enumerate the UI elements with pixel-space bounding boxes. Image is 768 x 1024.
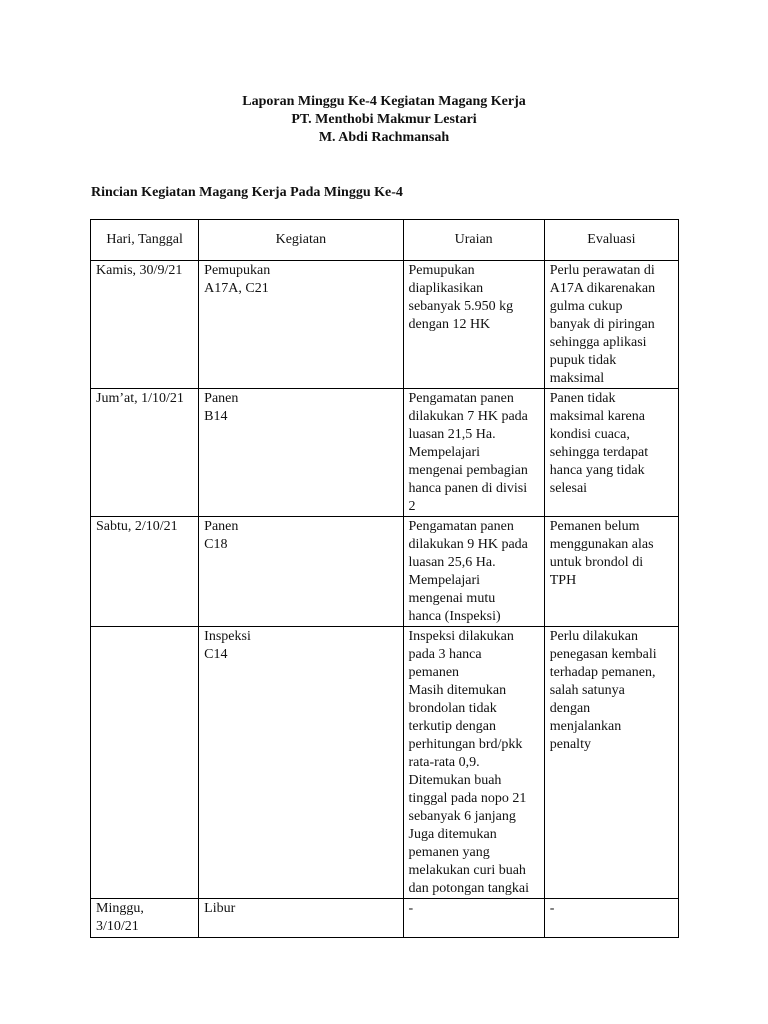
cell-day (91, 627, 199, 899)
cell-line: Sabtu, 2/10/21 (96, 519, 178, 534)
cell-evaluation (544, 517, 678, 627)
cell-line: penegasan kembali (549, 647, 657, 662)
cell-line: Libur (204, 901, 236, 916)
cell-line: Mempelajari (408, 573, 481, 588)
cell-day (91, 389, 199, 517)
cell-description (403, 389, 544, 517)
cell-line: Jum’at, 1/10/21 (96, 391, 184, 406)
document-header (0, 93, 768, 147)
cell-line: sebanyak 5.950 kg (408, 299, 514, 314)
cell-line: menggunakan alas (549, 537, 654, 552)
cell-line: hanca yang tidak (549, 463, 645, 478)
cell-activity (199, 517, 403, 627)
activity-table (90, 219, 679, 938)
table-row (91, 899, 679, 938)
cell-line: dengan 12 HK (408, 317, 491, 332)
cell-line: pupuk tidak (549, 353, 617, 368)
cell-evaluation (544, 389, 678, 517)
cell-description (403, 261, 544, 389)
cell-line: Masih ditemukan (408, 683, 507, 698)
cell-line: perhitungan brd/pkk (408, 737, 523, 752)
cell-line: penalty (549, 737, 591, 752)
cell-line: Pemupukan (408, 263, 475, 278)
cell-activity (199, 261, 403, 389)
column-header-activity: Kegiatan (199, 220, 403, 261)
cell-day (91, 261, 199, 389)
cell-line: dan potongan tangkai (408, 881, 530, 896)
cell-line: Minggu, (96, 901, 144, 916)
cell-line: mengenai pembagian (408, 463, 528, 478)
cell-evaluation (544, 261, 678, 389)
cell-description (403, 517, 544, 627)
table-body (91, 261, 679, 938)
cell-line: banyak di piringan (549, 317, 655, 332)
cell-line: B14 (204, 409, 228, 424)
cell-line: luasan 25,6 Ha. (408, 555, 496, 570)
cell-line: hanca (Inspeksi) (408, 609, 501, 624)
cell-line: - (549, 901, 555, 916)
cell-line: Ditemukan buah (408, 773, 502, 788)
cell-line: Inspeksi dilakukan (408, 629, 514, 644)
cell-line: mengenai mutu (408, 591, 496, 606)
column-header-day: Hari, Tanggal (91, 220, 199, 261)
cell-line: Kamis, 30/9/21 (96, 263, 183, 278)
cell-line: TPH (549, 573, 577, 588)
cell-line: maksimal (549, 371, 605, 386)
cell-line: Pemanen belum (549, 519, 640, 534)
table-row (91, 261, 679, 389)
cell-line: Pemupukan (204, 263, 271, 278)
cell-line: 2 (408, 499, 416, 514)
cell-line: Pengamatan panen (408, 391, 514, 406)
cell-line: C14 (204, 647, 228, 662)
cell-line: A17A dikarenakan (549, 281, 656, 296)
cell-line: untuk brondol di (549, 555, 644, 570)
cell-line: Pengamatan panen (408, 519, 514, 534)
column-header-description: Uraian (403, 220, 544, 261)
cell-activity (199, 627, 403, 899)
company-name: PT. Menthobi Makmur Lestari (291, 112, 477, 127)
cell-description (403, 627, 544, 899)
cell-evaluation (544, 627, 678, 899)
cell-day (91, 517, 199, 627)
column-header-evaluation: Evaluasi (544, 220, 678, 261)
cell-line: - (408, 901, 414, 916)
table-row (91, 389, 679, 517)
cell-line: 3/10/21 (96, 919, 139, 934)
cell-line: salah satunya (549, 683, 625, 698)
cell-line: hanca panen di divisi (408, 481, 528, 496)
cell-line: dengan (549, 701, 591, 716)
cell-line: gulma cukup (549, 299, 623, 314)
cell-line: Mempelajari (408, 445, 481, 460)
section-title: Rincian Kegiatan Magang Kerja Pada Minggu Ke-4 (91, 185, 403, 200)
report-title: Laporan Minggu Ke-4 Kegiatan Magang Kerja (242, 94, 526, 109)
cell-line: terkutip dengan (408, 719, 496, 734)
cell-line: A17A, C21 (204, 281, 269, 296)
cell-line: C18 (204, 537, 228, 552)
cell-evaluation (544, 899, 678, 938)
cell-line: Panen (204, 519, 239, 534)
table-header-row (91, 220, 679, 261)
cell-line: diaplikasikan (408, 281, 484, 296)
cell-line: maksimal karena (549, 409, 645, 424)
cell-line: melakukan curi buah (408, 863, 526, 878)
cell-activity (199, 389, 403, 517)
cell-line: Juga ditemukan (408, 827, 497, 842)
cell-line: sehingga aplikasi (549, 335, 647, 350)
cell-day (91, 899, 199, 938)
cell-line: sehingga terdapat (549, 445, 649, 460)
cell-line: Perlu dilakukan (549, 629, 639, 644)
table-row (91, 627, 679, 899)
cell-line: dilakukan 9 HK pada (408, 537, 528, 552)
table-row (91, 517, 679, 627)
cell-line: rata-rata 0,9. (408, 755, 480, 770)
cell-line: pada 3 hanca (408, 647, 482, 662)
cell-line: sebanyak 6 janjang (408, 809, 516, 824)
cell-line: Panen tidak (549, 391, 616, 406)
cell-line: Panen (204, 391, 239, 406)
cell-line: dilakukan 7 HK pada (408, 409, 528, 424)
cell-activity (199, 899, 403, 938)
cell-line: kondisi cuaca, (549, 427, 630, 442)
cell-line: Inspeksi (204, 629, 251, 644)
cell-line: menjalankan (549, 719, 622, 734)
cell-line: selesai (549, 481, 588, 496)
cell-line: terhadap pemanen, (549, 665, 656, 680)
author-name: M. Abdi Rachmansah (318, 130, 450, 145)
cell-line: tinggal pada nopo 21 (408, 791, 527, 806)
cell-line: Perlu perawatan di (549, 263, 655, 278)
cell-line: luasan 21,5 Ha. (408, 427, 496, 442)
cell-line: pemanen yang (408, 845, 490, 860)
cell-description (403, 899, 544, 938)
cell-line: pemanen (408, 665, 460, 680)
cell-line: brondolan tidak (408, 701, 497, 716)
